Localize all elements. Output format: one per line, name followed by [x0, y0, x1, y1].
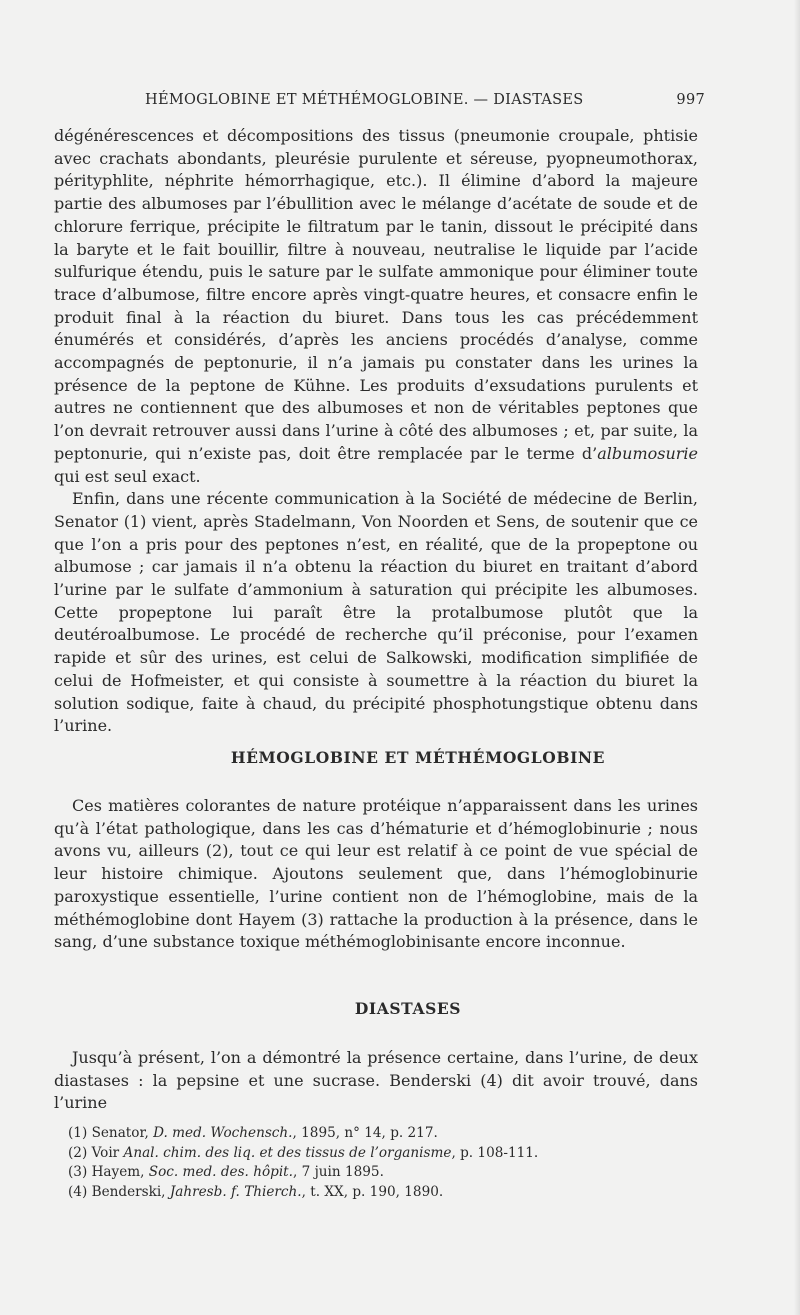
paragraph-hemoglobine: Ces matières colorantes de nature protéique n’apparaissent dans les urines qu’à l’état pathologique, dans les cas d’hématurie et d’hémoglobinurie ; nous avons vu, ailleurs (2), tout ce qui leur est relatif à ce point de vue spécial de leur histoire chimique. Ajoutons seulement que, dans l’hémoglobinurie paroxystique essentielle, l’urine contient non de l’hémoglobine, mais de la méthémoglobine dont Hayem (3) rattache la production à la présence, dans le sang, d’une substance toxique méthémoglobinisante encore inconnue. — [54, 796, 698, 952]
footnote-4: (4) Benderski, Jahresb. f. Thierch., t. XX, p. 190, 1890. — [68, 1183, 444, 1200]
footnotes — [68, 1124, 708, 1202]
text-block-albumoses — [54, 125, 698, 738]
text-block-hemoglobine — [54, 795, 698, 954]
footnote-3: (3) Hayem, Soc. med. des. hôpit., 7 juin 1895. — [68, 1164, 384, 1180]
paragraph-senator: Enfin, dans une récente communication à la Société de médecine de Berlin, Senator (1) vient, après Stadelmann, Von Noorden et Sens, de soutenir que ce que l’on a pris pour des peptones n’est, en réalité, que de la propeptone ou albumose ; car jamais il n’a obtenu la réaction du biuret en traitant d’abord l’urine par le sulfate d’ammonium à saturation qui précipite les albumoses. Cette propeptone lui paraît être la protalbumose plutôt que la deutéroalbumose. Le procédé de recherche qu’il préconise, pour l’examen rapide et sûr des urines, est celui de Salkowski, modification simplifiée de celui de Hofmeister, et qui consiste à soumettre à la réaction du biuret la solution sodique, faite à chaud, du précipité phosphotungstique obtenu dans l’urine. — [54, 489, 698, 736]
running-title: HÉMOGLOBINE ET MÉTHÉMOGLOBINE. — DIASTASES — [145, 92, 584, 108]
section-heading-hemoglobine: HÉMOGLOBINE ET MÉTHÉMOGLOBINE — [230, 748, 606, 767]
footnote-1: (1) Senator, D. med. Wochensch., 1895, n° 14, p. 217. — [68, 1125, 438, 1141]
page-edge-shadow — [794, 0, 800, 1315]
footnote-2: (2) Voir Anal. chim. des liq. et des tissus de l’organisme, p. 108-111. — [68, 1144, 539, 1161]
page-header — [145, 92, 705, 114]
paragraph-albumosurie — [54, 125, 698, 488]
paragraph-text: dégénérescences et décompositions des tissus (pneumonie croupale, phtisie avec crachats abondants, pleurésie purulente et séreuse, pyopneumothorax, pérityphlite, néphrite hémorrhagique, etc.). Il élimine d’abord la majeure partie des albumoses par l’ébullition avec le mélange d’acétate de soude et de chlorure ferrique, précipite le filtratum par le tanin, dissout le précipité dans la baryte et le fait bouillir, filtre à nouveau, neutralise le liquide par l’acide sulfurique étendu, puis le sature par le sulfate ammonique pour éliminer toute trace d’albumose, filtre encore après vingt-quatre heures, et consacre enfin le produit final à la réaction du biuret. Dans tous les cas précédemment énumérés et considérés, d’après les anciens procédés d’analyse, comme accompagnés de peptonurie, il n’a jamais pu constater dans les urines la présence de la peptone de Kühne. Les produits d’exsudations purulents et autres ne contiennent que des albumoses et non de véritables peptones que l’on devrait retrouver aussi dans l’urine à côté des albumoses ; et, par suite, la peptonurie, qui n’existe pas, doit être remplacée par le terme d’ — [54, 126, 698, 463]
page-number: 997 — [676, 92, 705, 108]
term-albumosurie: albumosurie — [597, 443, 698, 463]
text-block-diastases — [54, 1047, 698, 1115]
paragraph-diastases: Jusqu’à présent, l’on a démontré la présence certaine, dans l’urine, de deux diastases : la pepsine et une sucrase. Benderski (4) dit avoir trouvé, dans l’urine — [54, 1048, 698, 1113]
section-heading-diastases: DIASTASES — [354, 999, 462, 1018]
paragraph-text-end: qui est seul exact. — [54, 466, 201, 486]
